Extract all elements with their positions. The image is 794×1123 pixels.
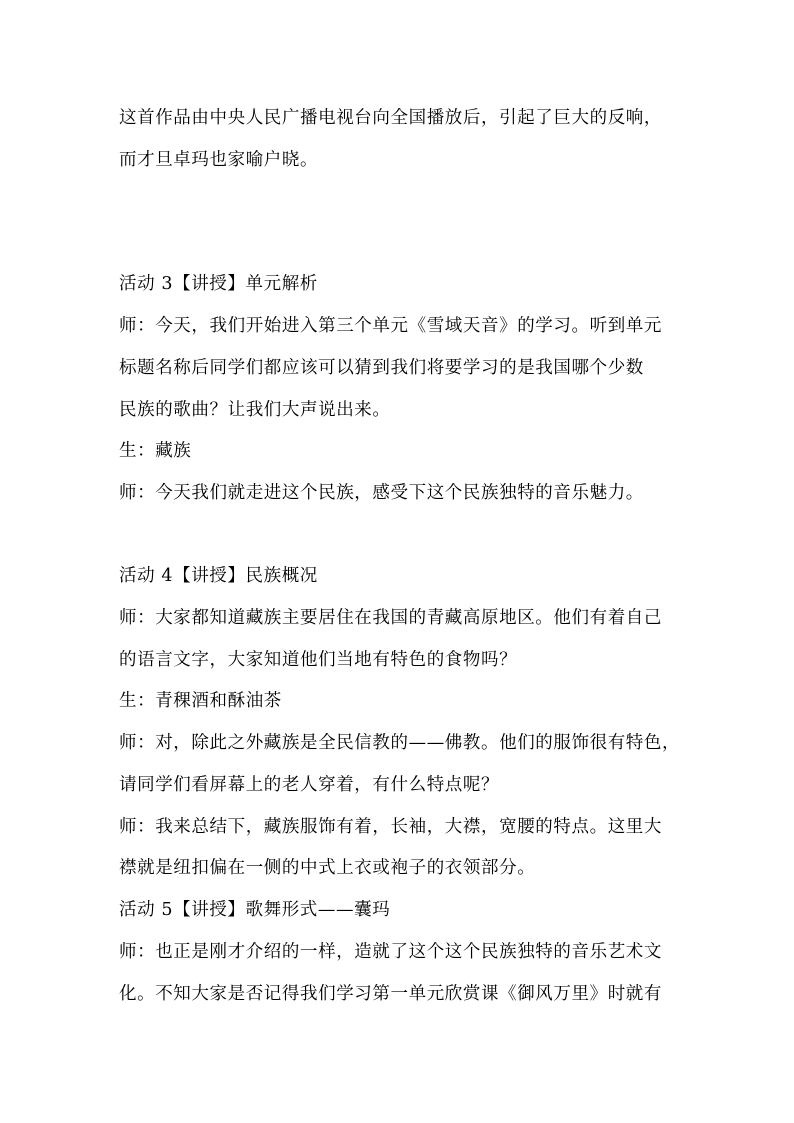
paragraph-line: 请同学们看屏幕上的老人穿着，有什么特点呢？ xyxy=(119,775,500,795)
paragraph-line: 生：藏族 xyxy=(119,441,192,461)
paragraph-line: 师：对，除此之外藏族是全民信教的——佛教。他们的服饰很有特色， xyxy=(119,733,681,753)
paragraph-line: 生：青稞酒和酥油茶 xyxy=(119,691,282,711)
paragraph-line: 这首作品由中央人民广播电视台向全国播放后，引起了巨大的反响， xyxy=(119,108,662,128)
paragraph-line: 师：今天我们就走进这个民族，感受下这个民族独特的音乐魅力。 xyxy=(119,483,644,503)
section-heading-activity-3: 活动 3【讲授】单元解析 xyxy=(119,274,318,294)
paragraph-line: 标题名称后同学们都应该可以猜到我们将要学习的是我国哪个少数 xyxy=(119,358,644,378)
section-heading-activity-5: 活动 5【讲授】歌舞形式——囊玛 xyxy=(119,900,391,920)
paragraph-line: 师：我来总结下，藏族服饰有着，长袖，大襟，宽腰的特点。这里大 xyxy=(119,817,662,837)
paragraph-line: 师：今天，我们开始进入第三个单元《雪域天音》的学习。听到单元 xyxy=(119,316,662,336)
paragraph-line: 师：也正是刚才介绍的一样，造就了这个这个民族独特的音乐艺术文 xyxy=(119,942,662,962)
section-heading-activity-4: 活动 4【讲授】民族概况 xyxy=(119,566,318,586)
paragraph-line: 襟就是纽扣偏在一侧的中式上衣或袍子的衣领部分。 xyxy=(119,858,536,878)
paragraph-line: 而才旦卓玛也家喻户晓。 xyxy=(119,150,319,170)
paragraph-line: 师：大家都知道藏族主要居住在我国的青藏高原地区。他们有着自己 xyxy=(119,608,662,628)
paragraph-line: 化。不知大家是否记得我们学习第一单元欣赏课《御风万里》时就有 xyxy=(119,984,662,1004)
paragraph-line: 民族的歌曲？让我们大声说出来。 xyxy=(119,400,391,420)
paragraph-line: 的语言文字，大家知道他们当地有特色的食物吗？ xyxy=(119,650,518,670)
